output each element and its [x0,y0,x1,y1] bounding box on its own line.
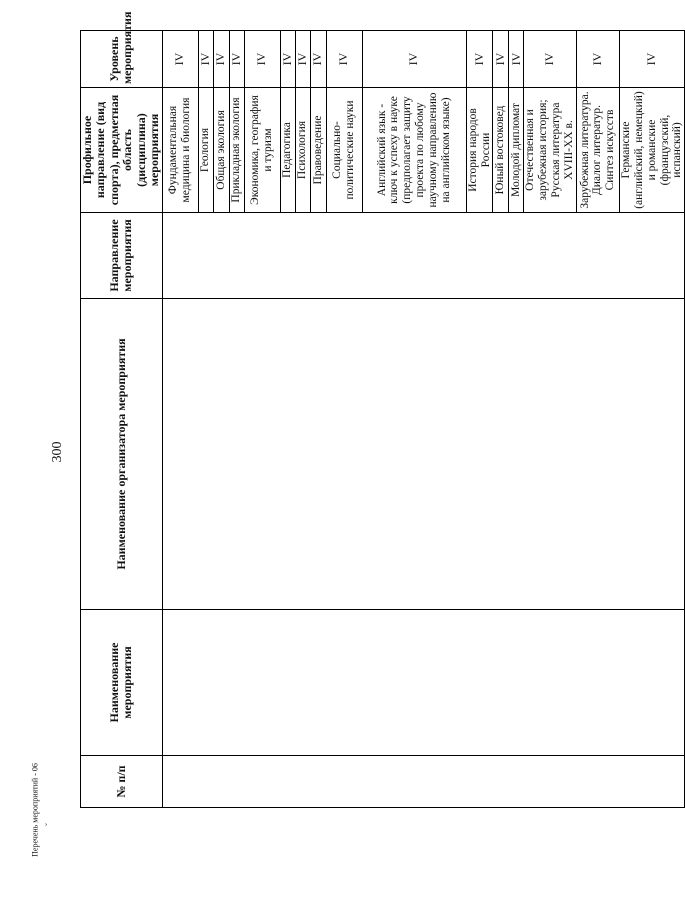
profile-cell: Зарубежная литература. Диалог литератур. Синтез искусств [576,88,619,213]
profile-cell: Отечественная и зарубежная история; Русская литература XVIII-XX в. [524,88,577,213]
level-cell: IV [524,31,577,88]
level-cell: IV [310,31,326,88]
level-cell: IV [280,31,295,88]
page-number: 300 [50,441,65,463]
profile-cell: Молодой дипломат [509,88,524,213]
profile-cell: Английский язык - ключ к успеху в науке (предполагает защиту проекта по любому научному направлению на английском языке) [362,88,466,213]
direction-cell [162,213,685,299]
level-cell: IV [295,31,310,88]
level-cell: IV [362,31,466,88]
table-row [162,31,198,808]
level-cell: IV [326,31,362,88]
level-cell: IV [619,31,684,88]
level-cell: IV [244,31,280,88]
profile-cell: Правоведение [310,88,326,213]
profile-cell: Социально-политические науки [326,88,362,213]
footer-mark: ˘ [43,823,53,826]
level-cell: IV [493,31,509,88]
profile-cell: Общая экология [213,88,229,213]
footer-note: Перечень мероприятий - 06 [30,763,40,857]
profile-cell: Экономика, география и туризм [244,88,280,213]
level-cell: IV [576,31,619,88]
level-cell: IV [198,31,213,88]
profile-cell: Германские (английский, немецкий) и романские (французский, испанский) [619,88,684,213]
profile-cell: История народов России [466,88,493,213]
header-num: № п/п [81,756,163,808]
level-cell: IV [509,31,524,88]
profile-cell: Фундаментальная медицина и биология [162,88,198,213]
level-cell: IV [229,31,244,88]
profile-cell: Прикладная экология [229,88,244,213]
event-name-cell [162,610,685,756]
header-level: Уровень мероприятия [81,31,163,88]
header-profile: Профильное направление (вид спорта), предметная область (дисциплина) мероприятия [81,88,163,213]
profile-cell: Педагогика [280,88,295,213]
events-table-frame [80,11,684,808]
header-organizer: Наименование организатора мероприятия [81,299,163,610]
level-cell: IV [213,31,229,88]
events-table [80,11,685,808]
table-header-row [81,31,163,808]
level-cell: IV [466,31,493,88]
profile-cell: Психология [295,88,310,213]
organizer-cell [162,299,685,610]
header-direction: Направление мероприятия [81,213,163,299]
level-cell: IV [162,31,198,88]
profile-cell: Геология [198,88,213,213]
header-event-name: Наименование мероприятия [81,610,163,756]
num-cell [162,756,685,808]
profile-cell: Юный востоковед [493,88,509,213]
